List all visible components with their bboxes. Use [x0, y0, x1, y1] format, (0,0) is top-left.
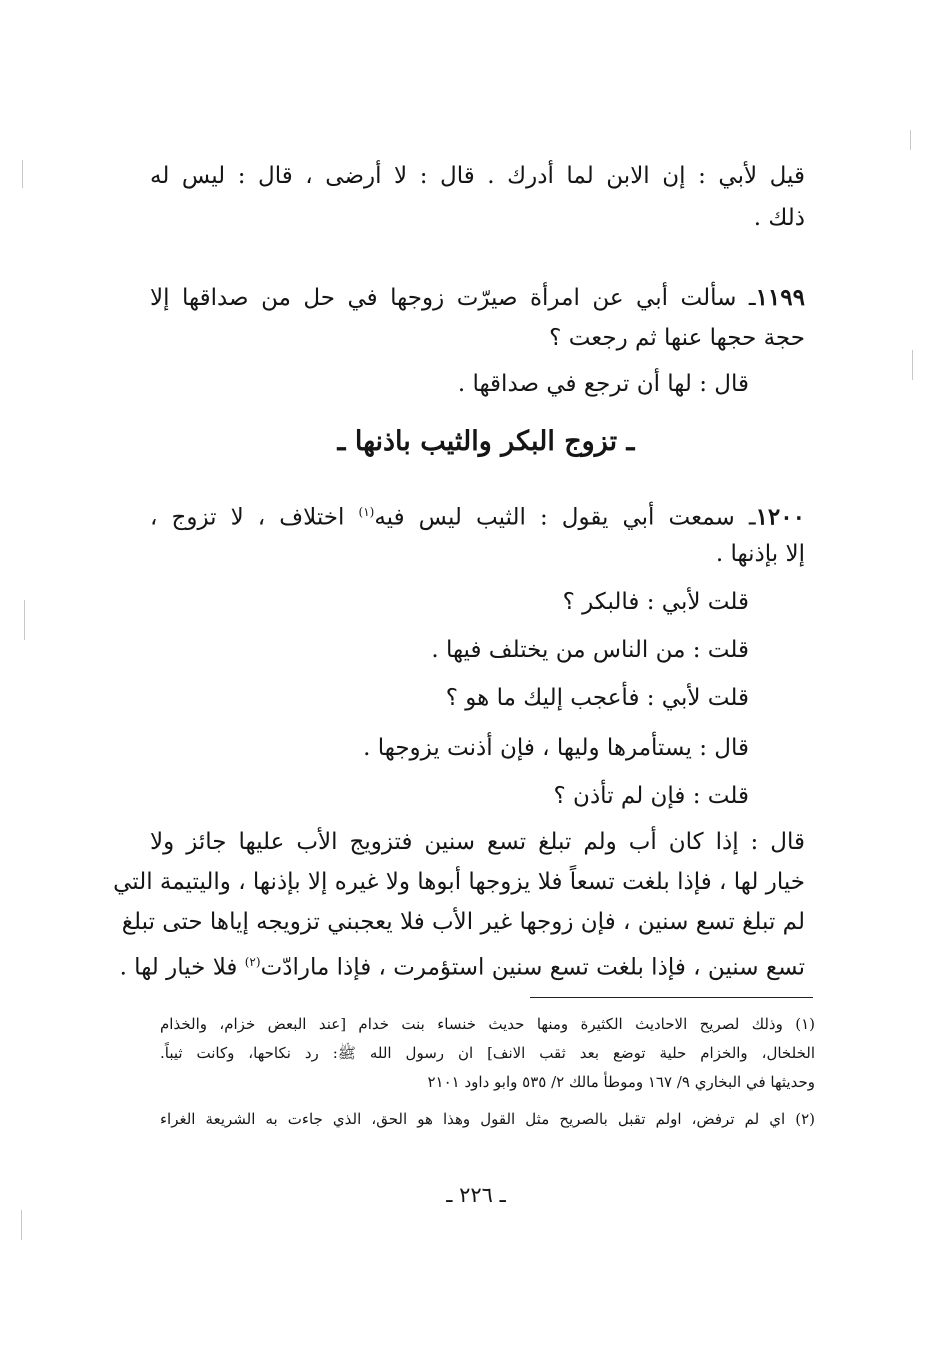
paragraph-line: لم تبلغ تسع سنين ، فإن زوجها غير الأب فلا يعجبني تزويجه إياها حتى تبلغ: [121, 909, 805, 935]
paragraph-line: إلا بإذنها .: [715, 541, 805, 567]
paragraph-line: قال : لها أن ترجع في صداقها .: [457, 371, 749, 397]
paragraph-line: [120, 946, 805, 984]
scan-margin-mark: [910, 130, 911, 150]
dialogue-line: قال : يستأمرها وليها ، فإن أذنت يزوجها .: [363, 735, 749, 761]
dialogue-line: قلت لأبي : فالبكر ؟: [562, 589, 749, 615]
section-heading: ـ تزوج البكر والثيب باذنها ـ: [337, 426, 635, 457]
dialogue-line: قلت لأبي : فأعجب إليك ما هو ؟: [445, 685, 749, 711]
page-number: ـ ٢٢٦ ـ: [446, 1183, 506, 1207]
paragraph-line: خيار لها ، فإذا بلغت تسعاً فلا يزوجها أبوها ولا غيره إلا بإذنها ، واليتيمة التي: [113, 869, 805, 895]
scan-margin-mark: [912, 350, 913, 380]
dialogue-line: قلت : فإن لم تأذن ؟: [553, 783, 749, 809]
paragraph-line: حجة حجها عنها ثم رجعت ؟: [549, 325, 805, 351]
paragraph-line: قال : إذا كان أب ولم تبلغ تسع سنين فتزويج الأب عليها جائز ولا: [150, 829, 805, 855]
scan-margin-mark: [21, 1210, 22, 1240]
item-text: اختلاف ، لا تزوج ،: [150, 504, 359, 531]
item-number: ١١٩٩: [755, 284, 805, 311]
footnote-line: الخلخال، والخزام حلية توضع بعد ثقب الانف] ان رسول الله ﷺ: رد نكاحها، وكانت ثيباً.: [160, 1044, 815, 1062]
footnote-ref: (١): [358, 505, 375, 519]
item-1199-line: [150, 282, 805, 314]
footnote-ref: (٢): [244, 955, 261, 969]
scan-margin-mark: [22, 160, 23, 188]
footnote-line: (١) وذلك لصريح الاحاديث الكثيرة ومنها حديث خنساء بنت خدام [عند البعض خزام، والخذام: [160, 1015, 815, 1033]
paragraph-line: ذلك .: [753, 205, 805, 231]
footnote-line: (٢) اي لم ترفض، اولم تقبل بالصريح مثل القول وهذا هو الحق، الذي جاءت به الشريعة الغراء: [160, 1110, 815, 1128]
item-number: ١٢٠٠: [755, 503, 805, 531]
dialogue-line: قلت : من الناس من يختلف فيها .: [431, 637, 749, 663]
item-text: ـ سألت أبي عن امرأة صيرّت زوجها في حل من صداقها إلا: [150, 285, 756, 311]
paragraph-text: فلا خيار لها .: [119, 954, 245, 981]
scan-margin-mark: [24, 600, 25, 640]
item-1200-line: [150, 496, 805, 534]
footnote-line: وحديثها في البخاري ٩/ ١٦٧ وموطأ مالك ٢/ ٥٣٥ وابو داود ٢١٠١: [427, 1073, 815, 1091]
item-text: ـ سمعت أبي يقول : الثيب ليس فيه: [374, 504, 756, 531]
footnote-separator: [530, 997, 813, 998]
paragraph-line: قيل لأبي : إن الابن لما أدرك . قال : لا أرضى ، قال : ليس له: [150, 163, 805, 189]
paragraph-text: تسع سنين ، فإذا بلغت تسع سنين استؤمرت ، فإذا مارادّت: [260, 954, 805, 981]
